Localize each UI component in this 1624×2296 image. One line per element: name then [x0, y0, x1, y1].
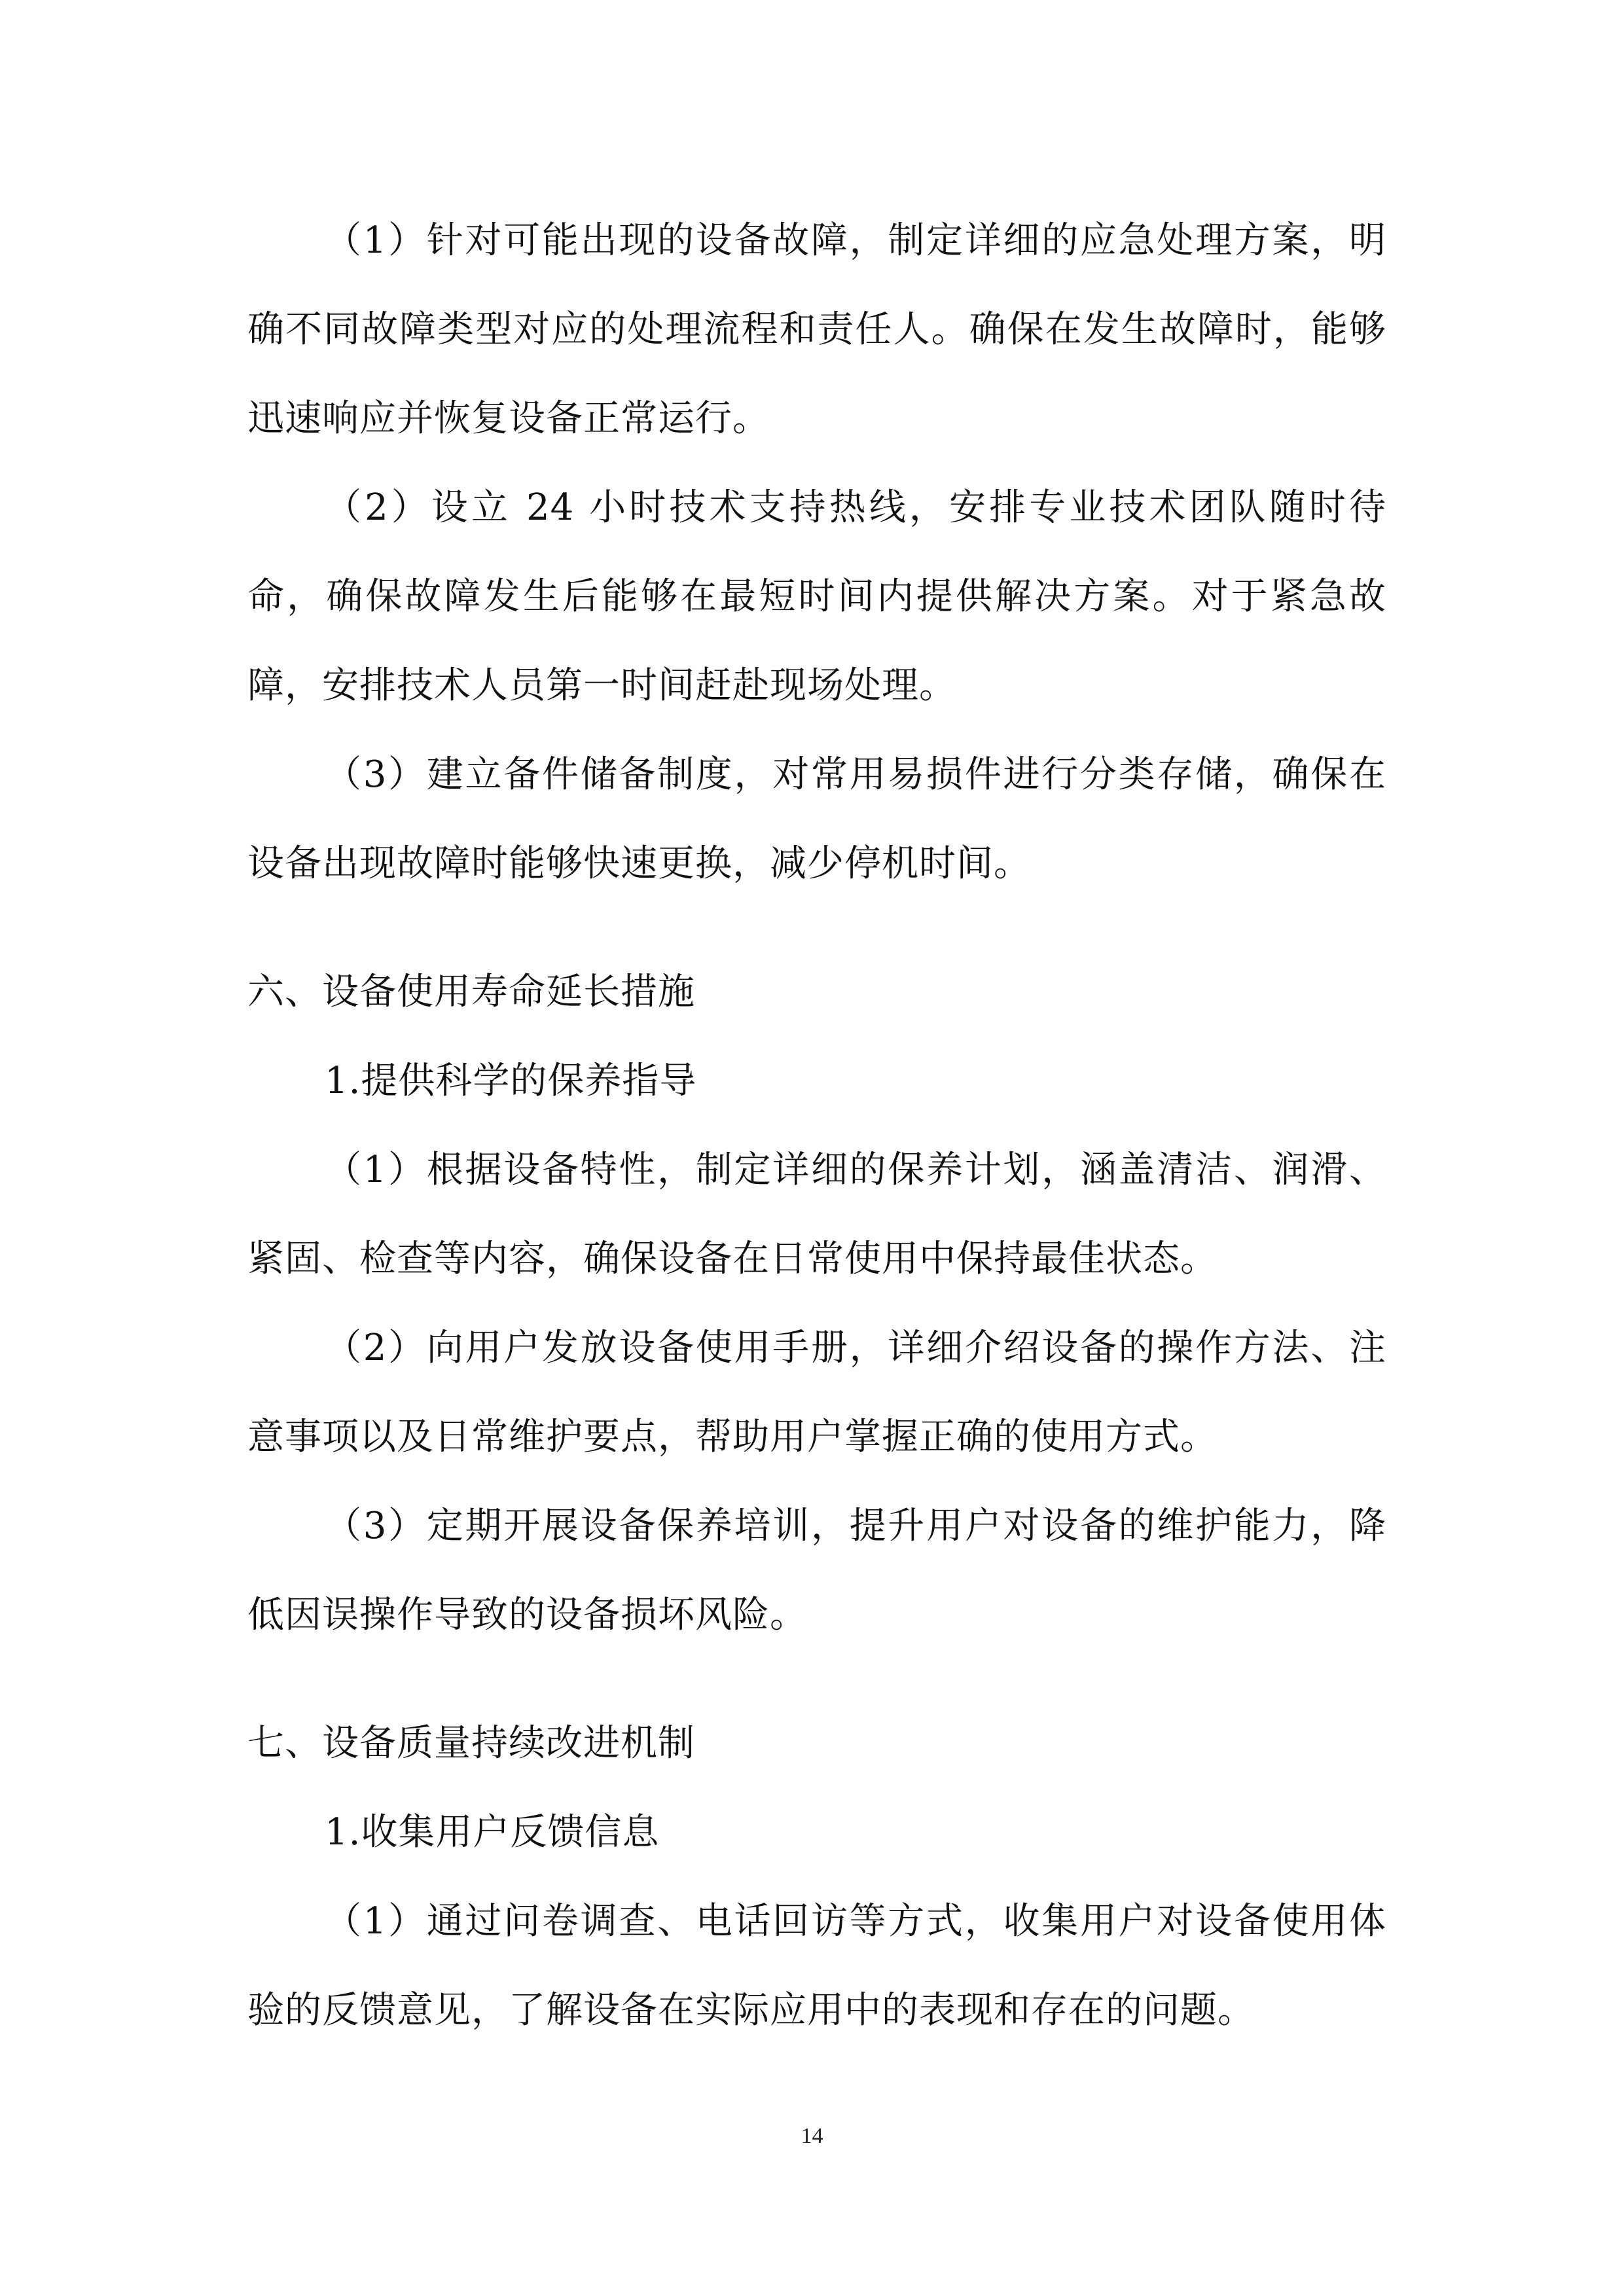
section-heading-six: 六、设备使用寿命延长措施 [247, 971, 695, 1013]
paragraph-emergency-plan: （1）针对可能出现的设备故障，制定详细的应急处理方案，明确不同故障类型对应的处理流程和责任人。确保在发生故障时，能够迅速响应并恢复设备正常运行。 [247, 219, 1386, 440]
paragraph-maintenance-training: （3）定期开展设备保养培训，提升用户对设备的维护能力，降低因误操作导致的设备损坏风险。 [247, 1505, 1386, 1636]
page-number: 14 [801, 2124, 823, 2148]
paragraph-support-hotline: （2）设立 24 小时技术支持热线，安排专业技术团队随时待命，确保故障发生后能够在最短时间内提供解决方案。对于紧急故障，安排技术人员第一时间赶赴现场处理。 [247, 486, 1386, 707]
paragraph-maintenance-plan: （1）根据设备特性，制定详细的保养计划，涵盖清洁、润滑、紧固、检查等内容，确保设备在日常使用中保持最佳状态。 [247, 1149, 1386, 1280]
subheading-user-feedback: 1.收集用户反馈信息 [325, 1811, 660, 1854]
paragraph-spare-parts: （3）建立备件储备制度，对常用易损件进行分类存储，确保在设备出现故障时能够快速更换，减少停机时间。 [247, 753, 1386, 885]
paragraph-user-manual: （2）向用户发放设备使用手册，详细介绍设备的操作方法、注意事项以及日常维护要点，帮助用户掌握正确的使用方式。 [247, 1327, 1386, 1458]
page-body [247, 196, 1386, 2055]
section-heading-seven: 七、设备质量持续改进机制 [247, 1722, 695, 1765]
subheading-maintenance-guidance: 1.提供科学的保养指导 [325, 1060, 697, 1102]
paragraph-feedback-collection: （1）通过问卷调查、电话回访等方式，收集用户对设备使用体验的反馈意见，了解设备在实际应用中的表现和存在的问题。 [247, 1900, 1386, 2032]
